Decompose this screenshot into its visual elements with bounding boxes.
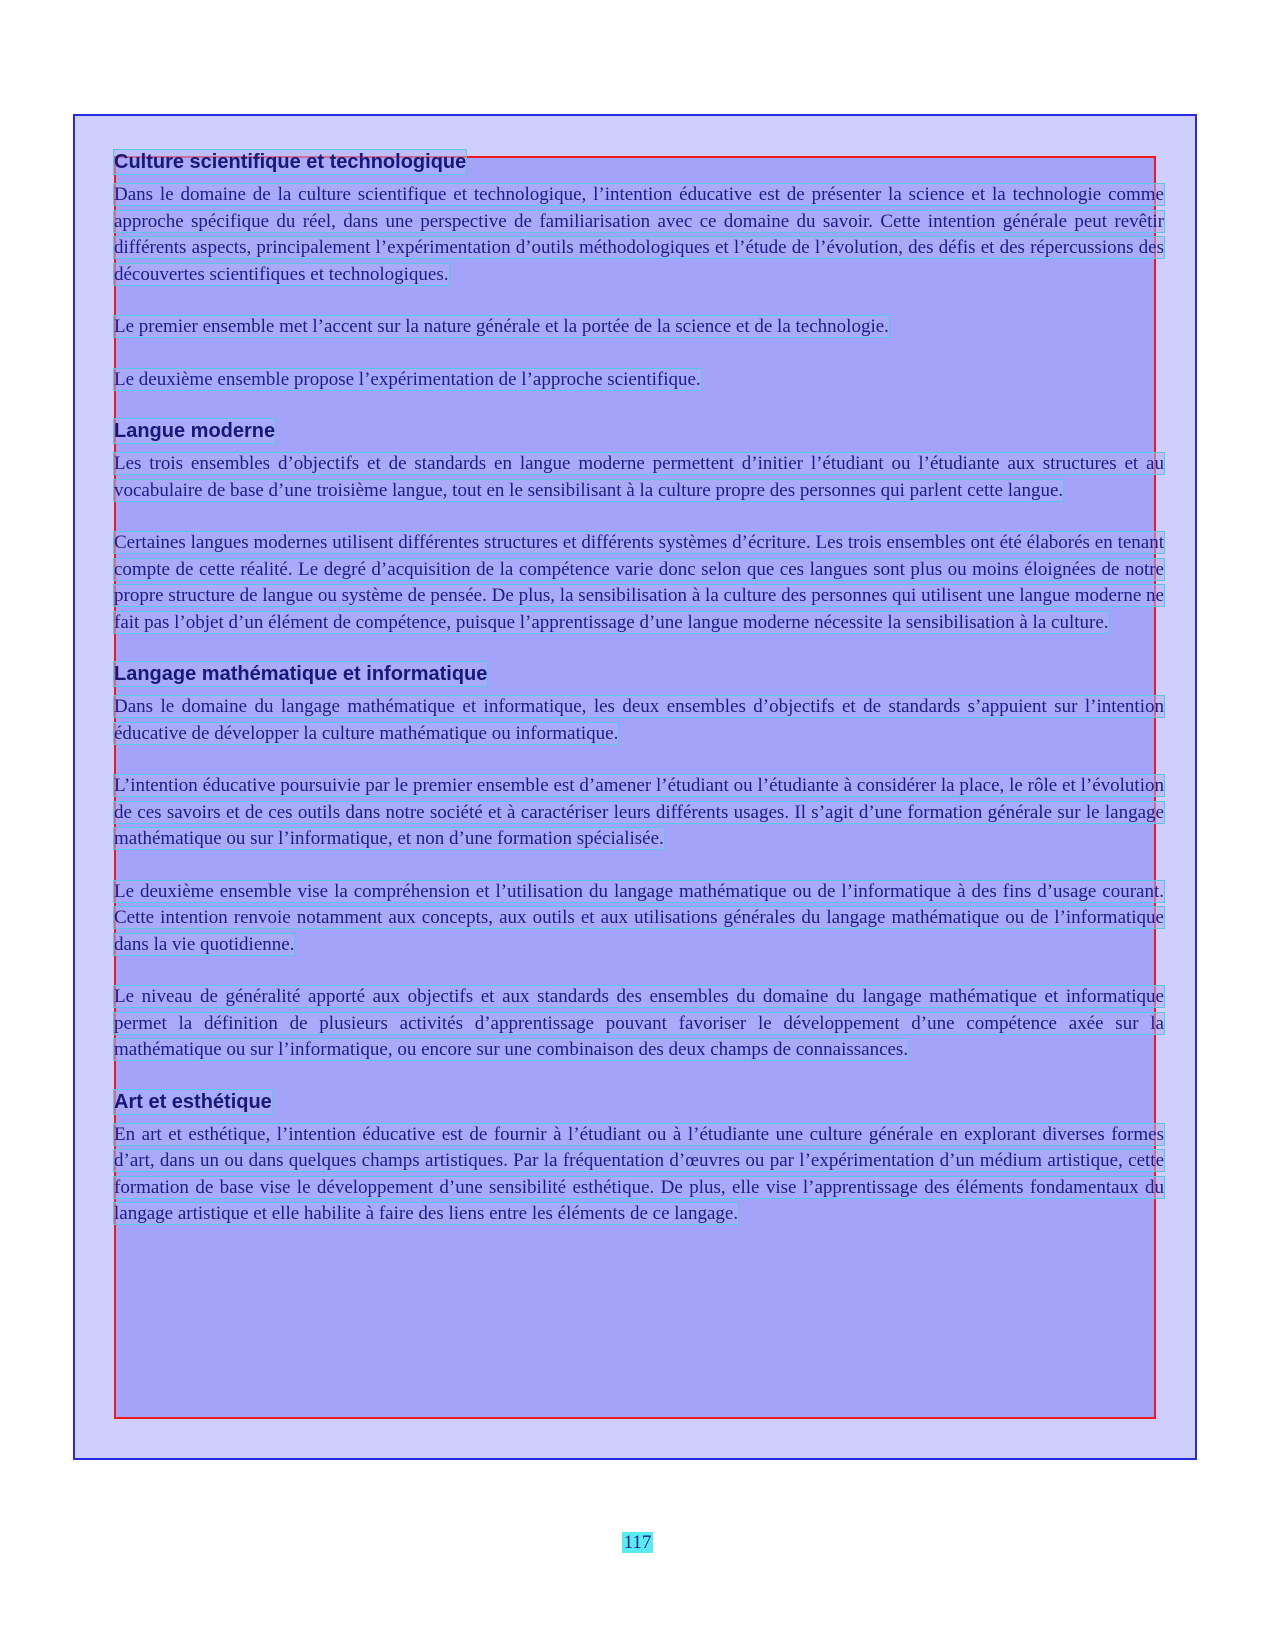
paragraph: [114, 879, 1164, 959]
page-number-text: 117: [623, 1532, 652, 1553]
paragraph: [114, 694, 1164, 747]
page-content: [114, 150, 1164, 1242]
paragraph-text: En art et esthétique, l’intention éducative est de fournir à l’étudiant ou à l’étudiante une culture générale en explorant diverses formes d’art, dans un ou dans quelques champs artistiques. Par la fréquentation d’œuvres ou par l’expérimentation d’un médium artistique, cette formation de base vise le développement d’une sensibilité esthétique. De plus, elle vise l’apprentissage des éléments fondamentaux du langage artistique et elle habilite à faire des liens entre les éléments de ce langage.: [114, 1123, 1164, 1224]
section-culture-scientifique: [114, 150, 1164, 393]
paragraph-text: Le premier ensemble met l’accent sur la nature générale et la portée de la science et de la technologie.: [114, 316, 889, 337]
section-title: Langue moderne: [114, 420, 276, 442]
paragraph: [114, 182, 1164, 288]
paragraph: [114, 367, 1164, 394]
section-art-esthetique: [114, 1090, 1164, 1228]
paragraph: [114, 1122, 1164, 1228]
section-title: Langage mathématique et informatique: [114, 663, 488, 685]
paragraph: [114, 530, 1164, 636]
paragraph: [114, 451, 1164, 504]
paragraph: [114, 984, 1164, 1064]
section-title: Art et esthétique: [114, 1090, 272, 1113]
paragraph-text: Le niveau de généralité apporté aux objectifs et aux standards des ensembles du domaine du langage mathématique et informatique permet la définition de plusieurs activités d’apprentissage pouvant favoriser le développement d’une compétence axée sur la mathématique ou sur l’informatique, ou encore sur une combinaison des deux champs de connaissances.: [114, 986, 1164, 1060]
paragraph-text: Le deuxième ensemble propose l’expérimentation de l’approche scientifique.: [114, 368, 701, 390]
page-number: [0, 1532, 1275, 1554]
section-title: Culture scientifique et technologique: [114, 151, 467, 173]
paragraph-text: Les trois ensembles d’objectifs et de standards en langue moderne permettent d’initier l’étudiant ou l’étudiante aux structures et au vocabulaire de base d’une troisième langue, tout en le sensibilisant à la culture propre des personnes qui parlent cette langue.: [114, 453, 1164, 501]
section-langue-moderne: [114, 419, 1164, 636]
paragraph: [114, 773, 1164, 853]
paragraph-text: Dans le domaine du langage mathématique et informatique, les deux ensembles d’objectifs et de standards s’appuient sur l’intention éducative de développer la culture mathématique ou informatique.: [114, 696, 1164, 744]
section-langage-mathematique: [114, 662, 1164, 1064]
paragraph-text: Le deuxième ensemble vise la compréhension et l’utilisation du langage mathématique ou de l’informatique à des fins d’usage courant. Cette intention renvoie notamment aux concepts, aux outils et aux utilisations générales du langage mathématique ou de l’informatique dans la vie quotidienne.: [114, 880, 1164, 955]
paragraph-text: L’intention éducative poursuivie par le premier ensemble est d’amener l’étudiant ou l’étudiante à considérer la place, le rôle et l’évolution de ces savoirs et de ces outils dans notre société et à caractériser leurs différents usages. Il s’agit d’une formation générale sur le langage mathématique ou sur l’informatique, et non d’une formation spécialisée.: [114, 775, 1164, 849]
paragraph-text: Certaines langues modernes utilisent différentes structures et différents systèmes d’écriture. Les trois ensembles ont été élaborés en tenant compte de cette réalité. Le degré d’acquisition de la compétence varie donc selon que ces langues sont plus ou moins éloignées de notre propre structure de langue ou système de pensée. De plus, la sensibilisation à la culture des personnes qui utilisent une langue moderne ne fait pas l’objet d’un élément de compétence, puisque l’apprentissage d’une langue moderne nécessite la sensibilisation à la culture.: [114, 532, 1164, 633]
paragraph-text: Dans le domaine de la culture scientifique et technologique, l’intention éducative est de présenter la science et la technologie comme approche spécifique du réel, dans une perspective de familiarisation avec ce domaine du savoir. Cette intention générale peut revêtir différents aspects, principalement l’expérimentation d’outils méthodologiques et l’étude de l’évolution, des défis et des répercussions des découvertes scientifiques et technologiques.: [114, 184, 1164, 285]
paragraph: [114, 314, 1164, 341]
